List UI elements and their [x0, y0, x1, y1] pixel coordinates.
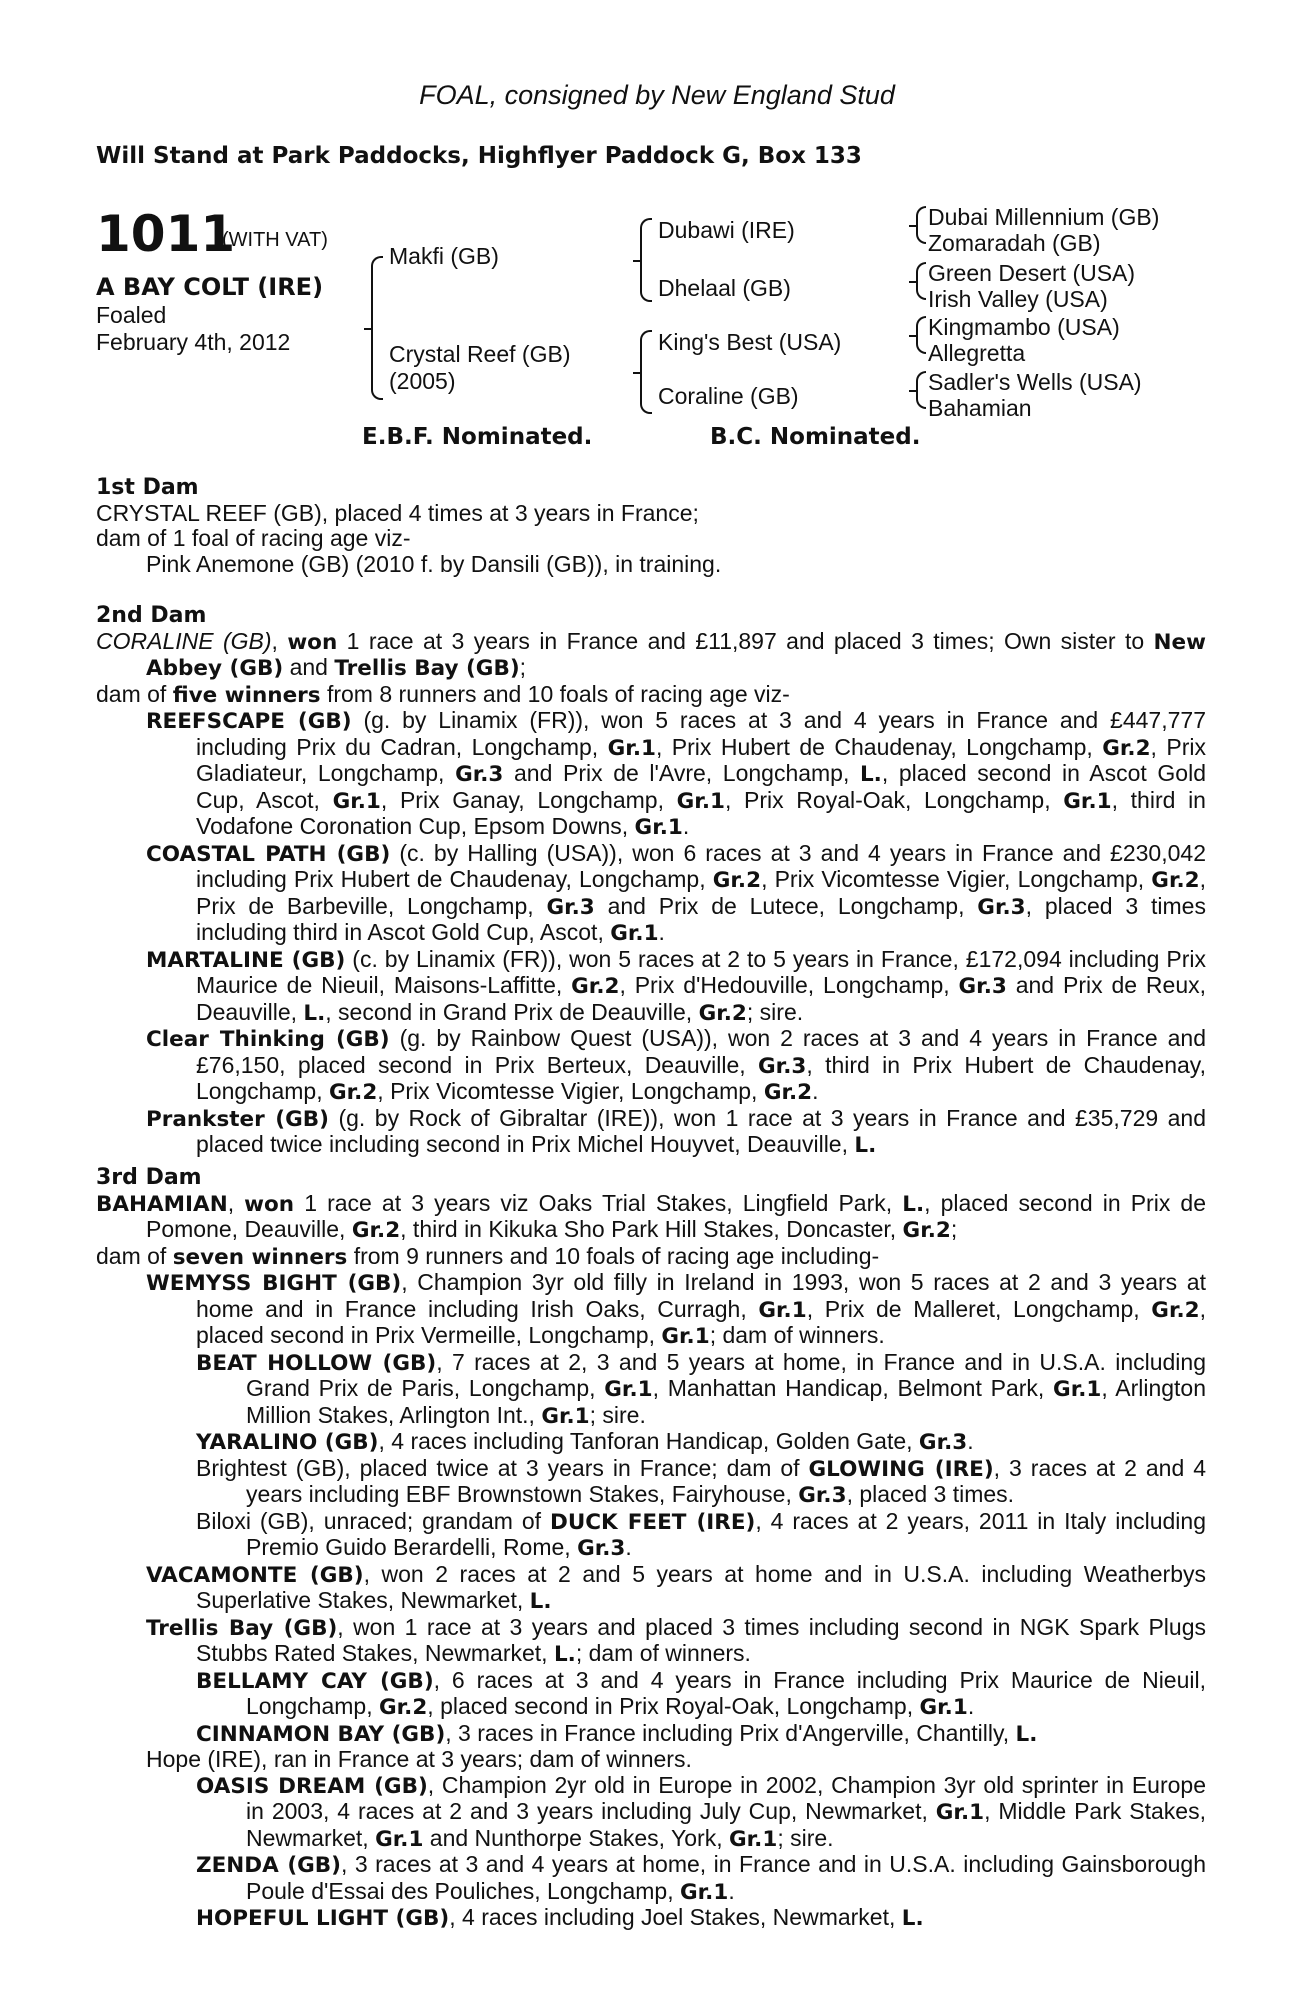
lot-title: A BAY COLT (IRE): [96, 273, 324, 301]
dam-year: (2005): [389, 368, 456, 394]
second-dam-intro: CORALINE (GB), won 1 race at 3 years in France and £11,897 and placed 3 times; Own sister to New Abbey (GB) and Trellis Bay (GB);: [96, 627, 1206, 681]
produce-yaralino: YARALINO (GB), 4 races including Tanforan Handicap, Golden Gate, Gr.3.: [196, 1428, 974, 1455]
produce-vacamonte: VACAMONTE (GB), won 2 races at 2 and 5 years at home and in U.S.A. including Weatherbys Superlative Stakes, Newmarket, L.: [146, 1560, 1207, 1614]
produce-cinnamon-bay: CINNAMON BAY (GB), 3 races in France including Prix d'Angerville, Chantilly, L.: [196, 1719, 1038, 1747]
second-dam-title: 2nd Dam: [96, 603, 207, 628]
vat-label: (WITH VAT): [222, 229, 328, 251]
lot-number: 1011: [96, 205, 236, 263]
sire-dam-name: Dhelaal (GB): [658, 275, 791, 301]
sire-name: Makfi (GB): [389, 243, 499, 269]
produce-wemyss-bight: WEMYSS BIGHT (GB), Champion 3yr old filly in Ireland in 1993, won 5 races at 2 and 3 years at home and in France including Irish Oaks, Curragh, Gr.1, Prix de Malleret, Longchamp, Gr.2, placed second in Prix Vermeille, Longchamp, Gr.1; dam of winners.: [146, 1269, 1206, 1349]
produce-trellis-bay: Trellis Bay (GB), won 1 race at 3 years and placed 3 times including second in NGK Spark Plugs Stubbs Rated Stakes, Newmarket, L.; dam of winners.: [146, 1613, 1206, 1667]
foaled-label: Foaled: [96, 302, 167, 328]
gen3-sds: Green Desert (USA): [928, 260, 1136, 286]
produce-biloxi: Biloxi (GB), unraced; grandam of DUCK FEET (IRE), 4 races at 2 years, 2011 in Italy including Premio Guido Berardelli, Rome, Gr.3.: [196, 1507, 1206, 1561]
third-dam-intro: BAHAMIAN, won 1 race at 3 years viz Oaks Trial Stakes, Lingfield Park, L., placed second in Prix de Pomone, Deauville, Gr.2, third in Kikuka Sho Park Hill Stakes, Doncaster, Gr.2;: [96, 1189, 1206, 1243]
produce-beat-hollow: BEAT HOLLOW (GB), 7 races at 2, 3 and 5 years at home, in France and in U.S.A. including Grand Prix de Paris, Longchamp, Gr.1, Manhattan Handicap, Belmont Park, Gr.1, Arlington Million Stakes, Arlington Int., Gr.1; sire.: [196, 1348, 1207, 1429]
third-dam-produce: dam of seven winners from 9 runners and 10 foals of racing age including-: [96, 1242, 880, 1270]
gen3-dsd: Allegretta: [928, 340, 1026, 366]
produce-coastal-path: COASTAL PATH (GB) (c. by Halling (USA)), won 6 races at 3 and 4 years in France and £230,042 including Prix Hubert de Chaudenay, Longchamp, Gr.2, Prix Vicomtesse Vigier, Longchamp, Gr.2, Prix de Barbeville, Longchamp, Gr.3 and Prix de Lutece, Longchamp, Gr.3, placed 3 times including third in Ascot Gold Cup, Ascot, Gr.1.: [146, 839, 1206, 946]
second-dam-produce: dam of five winners from 8 runners and 10 foals of racing age viz-: [96, 680, 790, 708]
location-line: Will Stand at Park Paddocks, Highflyer Paddock G, Box 133: [96, 143, 862, 169]
gen3-ssd: Zomaradah (GB): [928, 230, 1101, 256]
first-dam-line2: dam of 1 foal of racing age viz-: [96, 525, 411, 551]
first-dam-section: [96, 475, 1206, 577]
produce-clear-thinking: Clear Thinking (GB) (g. by Rainbow Quest (USA)), won 2 races at 3 and 4 years in France and £76,150, placed second in Prix Berteux, Deauville, Gr.3, third in Prix Hubert de Chaudenay, Longchamp, Gr.2, Prix Vicomtesse Vigier, Longchamp, Gr.2.: [146, 1025, 1206, 1105]
produce-bellamy-cay: BELLAMY CAY (GB), 6 races at 3 and 4 years in France including Prix Maurice de Nieuil, Longchamp, Gr.2, placed second in Prix Royal-Oak, Longchamp, Gr.1.: [196, 1666, 1206, 1720]
dam-dam-name: Coraline (GB): [658, 383, 799, 409]
brace-gen3-2: [916, 262, 926, 300]
produce-reefscape: REEFSCAPE (GB) (g. by Linamix (FR)), won 5 races at 3 and 4 years in France and £447,777 including Prix du Cadran, Longchamp, Gr.1, Prix Hubert de Chaudenay, Longchamp, Gr.2, Prix Gladiateur, Longchamp, Gr.3 and Prix de l'Avre, Longchamp, L., placed second in Ascot Gold Cup, Ascot, Gr.1, Prix Ganay, Longchamp, Gr.1, Prix Royal-Oak, Longchamp, Gr.1, third in Vodafone Coronation Cup, Epsom Downs, Gr.1.: [146, 707, 1206, 840]
third-dam-section: [96, 1165, 1206, 1932]
brace-sire-parents: [640, 218, 652, 302]
foaled-date: February 4th, 2012: [96, 329, 291, 355]
gen3-sdd: Irish Valley (USA): [928, 286, 1108, 312]
produce-hopeful-light: HOPEFUL LIGHT (GB), 4 races including Joel Stakes, Newmarket, L.: [196, 1904, 924, 1931]
second-dam-section: [96, 603, 1206, 1159]
brace-sire-dam: [371, 256, 383, 400]
brace-gen3-4: [916, 371, 926, 409]
produce-oasis-dream: OASIS DREAM (GB), Champion 2yr old in Europe in 2002, Champion 3yr old sprinter in Europe in 2003, 4 races at 2 and 3 years including July Cup, Newmarket, Gr.1, Middle Park Stakes, Newmarket, Gr.1 and Nunthorpe Stakes, York, Gr.1; sire.: [196, 1771, 1206, 1852]
dam-name: Crystal Reef (GB): [389, 341, 571, 367]
first-dam-line1: CRYSTAL REEF (GB), placed 4 times at 3 years in France;: [96, 499, 699, 526]
brace-gen3-1: [916, 206, 926, 244]
gen3-dds: Sadler's Wells (USA): [928, 369, 1142, 395]
consignment-line: FOAL, consigned by New England Stud: [419, 80, 895, 110]
gen3-sss: Dubai Millennium (GB): [928, 204, 1160, 230]
sire-sire-name: Dubawi (IRE): [658, 217, 795, 243]
first-dam-line3: Pink Anemone (GB) (2010 f. by Dansili (GB)), in training.: [146, 550, 722, 577]
first-dam-title: 1st Dam: [96, 475, 199, 500]
gen3-dss: Kingmambo (USA): [928, 314, 1120, 340]
brace-dam-parents: [640, 330, 652, 414]
gen3-ddd: Bahamian: [928, 395, 1032, 421]
bc-nominated: B.C. Nominated.: [710, 424, 921, 450]
produce-prankster: Prankster (GB) (g. by Rock of Gibraltar (IRE)), won 1 race at 3 years in France and £35,729 and placed twice including second in Prix Michel Houyvet, Deauville, L.: [146, 1104, 1206, 1158]
produce-brightest: Brightest (GB), placed twice at 3 years in France; dam of GLOWING (IRE), 3 races at 2 and 4 years including EBF Brownstown Stakes, Fairyhouse, Gr.3, placed 3 times.: [196, 1454, 1207, 1508]
produce-hope: Hope (IRE), ran in France at 3 years; dam of winners.: [146, 1746, 692, 1772]
dam-sire-name: King's Best (USA): [658, 329, 842, 355]
produce-zenda: ZENDA (GB), 3 races at 3 and 4 years at home, in France and in U.S.A. including Gainsborough Poule d'Essai des Pouliches, Longchamp, Gr.1.: [196, 1851, 1206, 1905]
brace-gen3-3: [916, 316, 926, 354]
ebf-nominated: E.B.F. Nominated.: [362, 424, 593, 450]
produce-martaline: MARTALINE (GB) (c. by Linamix (FR)), won 5 races at 2 to 5 years in France, £172,094 including Prix Maurice de Nieuil, Maisons-Laffitte, Gr.2, Prix d'Hedouville, Longchamp, Gr.3 and Prix de Reux, Deauville, L., second in Grand Prix de Deauville, Gr.2; sire.: [146, 945, 1207, 1026]
third-dam-title: 3rd Dam: [96, 1165, 202, 1190]
